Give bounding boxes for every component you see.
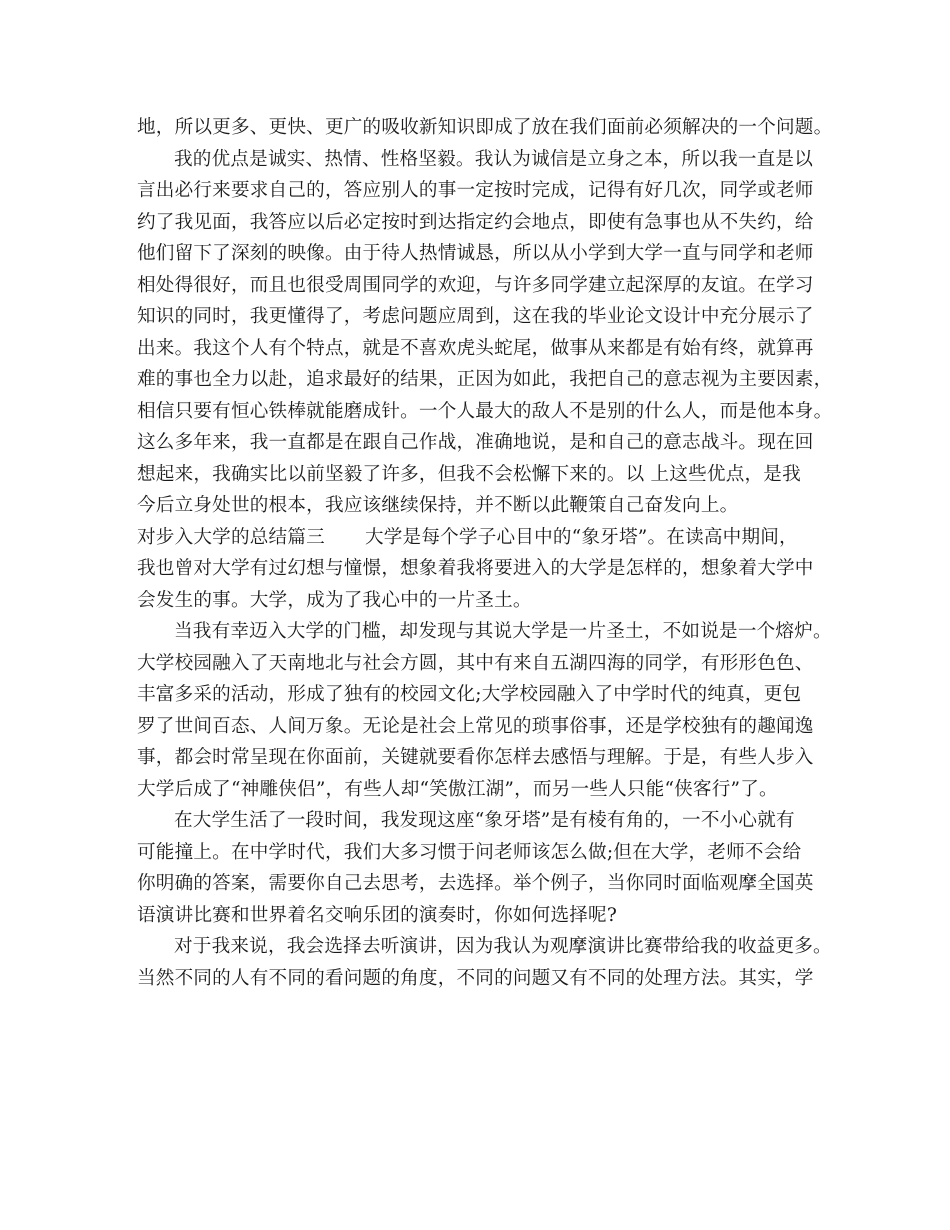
text-line: 罗了世间百态、人间万象。无论是社会上常见的琐事俗事，还是学校独有的趣闻逸 bbox=[137, 715, 814, 737]
text-line: 我也曾对大学有过幻想与憧憬，想象着我将要进入的大学是怎样的，想象着大学中 bbox=[137, 558, 814, 579]
text-line: 难的事也全力以赴，追求最好的结果，正因为如此，我把自己的意志视为主要因素， bbox=[137, 369, 833, 390]
text-line: 今后立身处世的根本，我应该继续保持，并不断以此鞭策自己奋发向上。 bbox=[137, 495, 739, 516]
text-line: 可能撞上。在中学时代，我们大多习惯于问老师该怎么做;但在大学，老师不会给 bbox=[137, 841, 802, 863]
text-line: 丰富多采的活动，形成了独有的校园文化;大学校园融入了中学时代的纯真，更包 bbox=[137, 684, 802, 705]
section-heading: 对步入大学的总结篇三 bbox=[137, 526, 325, 548]
text-line: 在大学生活了一段时间，我发现这座“象牙塔”是有棱有角的，一不小心就有 bbox=[174, 810, 795, 831]
text-line: 事，都会时常呈现在你面前，关键就要看你怎样去感悟与理解。于是，有些人步入 bbox=[137, 747, 814, 768]
text-line: 言出必行来要求自己的，答应别人的事一定按时完成，记得有好几次，同学或老师 bbox=[137, 180, 814, 201]
text-line: 当然不同的人有不同的看问题的角度，不同的问题又有不同的处理方法。其实，学 bbox=[137, 967, 814, 989]
text-line: 约了我见面，我答应以后必定按时到达指定约会地点，即使有急事也从不失约，给 bbox=[137, 211, 814, 233]
text-line: 大学校园融入了天南地北与社会方圆，其中有来自五湖四海的同学，有形形色色、 bbox=[137, 652, 814, 674]
text-line: 地，所以更多、更快、更广的吸收新知识即成了放在我们面前必须解决的一个问题。 bbox=[137, 117, 833, 138]
text-line: 相处得很好，而且也很受周围同学的欢迎，与许多同学建立起深厚的友谊。在学习 bbox=[137, 274, 814, 296]
document-body bbox=[137, 112, 833, 994]
text-line: 语演讲比赛和世界着名交响乐团的演奏时，你如何选择呢? bbox=[137, 904, 618, 926]
text-line bbox=[137, 522, 827, 554]
text-line: 相信只要有恒心铁棒就能磨成针。一个人最大的敌人不是别的什么人，而是他本身。 bbox=[137, 400, 833, 422]
text-line: 我的优点是诚实、热情、性格坚毅。我认为诚信是立身之本，所以我一直是以 bbox=[174, 148, 813, 170]
text-line: 你明确的答案，需要你自己去思考，去选择。举个例子，当你同时面临观摩全国英 bbox=[137, 873, 814, 894]
text-line: 对于我来说，我会选择去听演讲，因为我认为观摩演讲比赛带给我的收益更多。 bbox=[174, 936, 832, 957]
text-line: 大学后成了“神雕侠侣”，有些人却“笑傲江湖”，而另一些人只能“侠客行”了。 bbox=[137, 778, 778, 800]
text-line: 当我有幸迈入大学的门槛，却发现与其说大学是一片圣土，不如说是一个熔炉。 bbox=[174, 621, 832, 642]
text-line: 这么多年来，我一直都是在跟自己作战，准确地说，是和自己的意志战斗。现在回 bbox=[137, 432, 814, 453]
text-line: 知识的同时，我更懂得了，考虑问题应周到，这在我的毕业论文设计中充分展示了 bbox=[137, 306, 814, 327]
text-line: 会发生的事。大学，成为了我心中的一片圣土。 bbox=[137, 589, 532, 611]
text-line: 出来。我这个人有个特点，就是不喜欢虎头蛇尾，做事从来都是有始有终，就算再 bbox=[137, 337, 814, 359]
line-text: 大学是每个学子心目中的“象牙塔”。在读高中期间， bbox=[364, 526, 798, 548]
text-line: 他们留下了深刻的映像。由于待人热情诚恳，所以从小学到大学一直与同学和老师 bbox=[137, 243, 814, 264]
text-line: 想起来，我确实比以前坚毅了许多，但我不会松懈下来的。以 上这些优点，是我 bbox=[137, 463, 801, 485]
